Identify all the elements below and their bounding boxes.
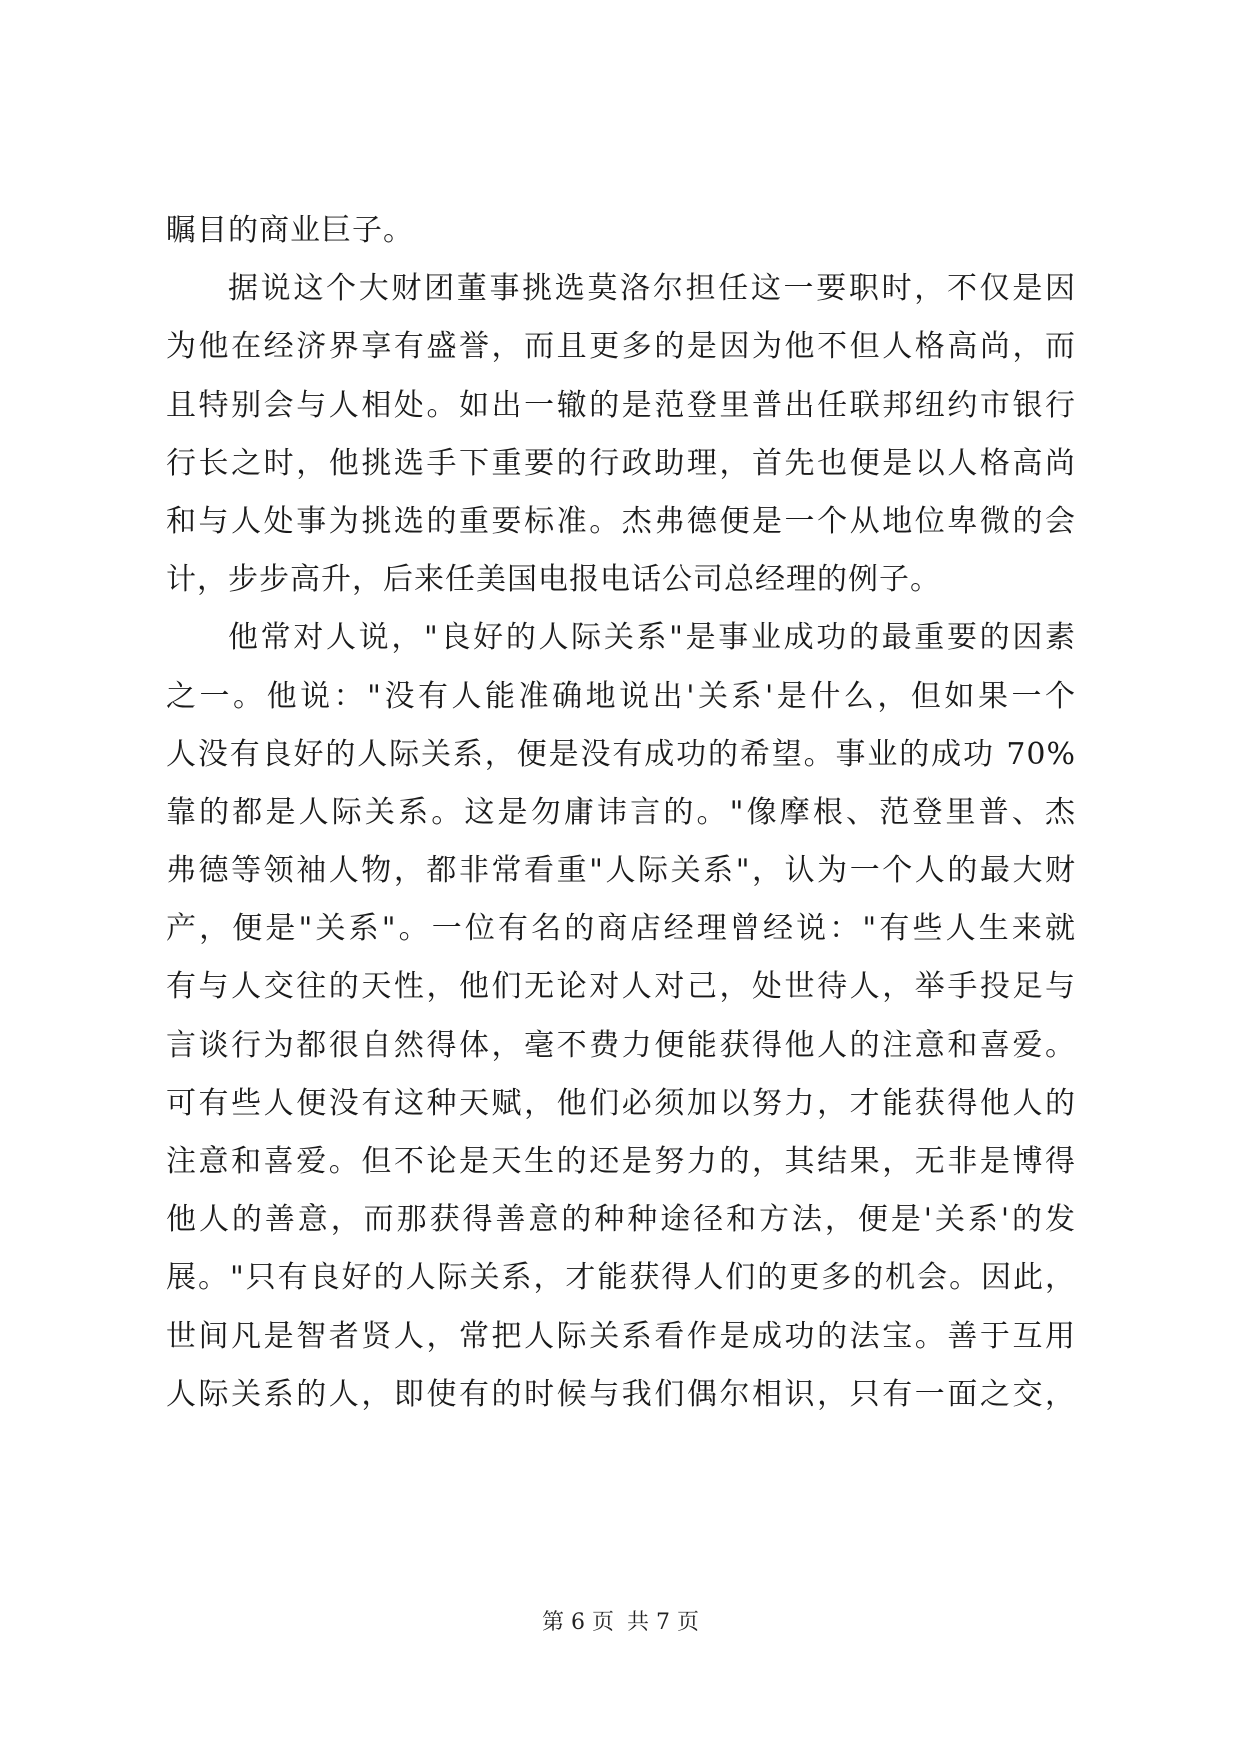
page-total: 共 7 页 bbox=[627, 1610, 699, 1635]
text-line: 可有些人便没有这种天赋，他们必须加以努力，才能获得他人的 bbox=[166, 1085, 1076, 1121]
text-line: 人际关系的人，即使有的时候与我们偶尔相识，只有一面之交， bbox=[166, 1376, 1076, 1412]
text-line: 为他在经济界享有盛誉，而且更多的是因为他不但人格高尚，而 bbox=[166, 329, 1076, 365]
text-line: 和与人处事为挑选的重要标准。杰弗德便是一个从地位卑微的会 bbox=[166, 503, 1076, 539]
document-body bbox=[166, 202, 1076, 1424]
text-line: 弗德等领袖人物，都非常看重"人际关系"，认为一个人的最大财 bbox=[166, 853, 1076, 889]
text-line: 他常对人说，"良好的人际关系"是事业成功的最重要的因素 bbox=[228, 620, 1076, 656]
text-line: 据说这个大财团董事挑选莫洛尔担任这一要职时，不仅是因 bbox=[228, 271, 1076, 307]
text-line: 且特别会与人相处。如出一辙的是范登里普出任联邦纽约市银行 bbox=[166, 387, 1076, 423]
text-line: 行长之时，他挑选手下重要的行政助理，首先也便是以人格高尚 bbox=[166, 445, 1076, 481]
text-line: 瞩目的商业巨子。 bbox=[166, 213, 414, 248]
text-line: 注意和喜爱。但不论是天生的还是努力的，其结果，无非是博得 bbox=[166, 1144, 1076, 1179]
text-line: 言谈行为都很自然得体，毫不费力便能获得他人的注意和喜爱。 bbox=[166, 1027, 1076, 1063]
text-line: 计，步步高升，后来任美国电报电话公司总经理的例子。 bbox=[166, 562, 941, 598]
page-number: 第 6 页 bbox=[542, 1610, 614, 1635]
text-line: 靠的都是人际关系。这是勿庸讳言的。"像摩根、范登里普、杰 bbox=[166, 794, 1076, 830]
text-line: 产，便是"关系"。一位有名的商店经理曾经说："有些人生来就 bbox=[166, 911, 1076, 947]
page-footer bbox=[0, 1605, 1241, 1636]
text-line: 他人的善意，而那获得善意的种种途径和方法，便是'关系'的发 bbox=[166, 1202, 1076, 1238]
text-line: 人没有良好的人际关系，便是没有成功的希望。事业的成功 70% bbox=[166, 736, 1076, 772]
text-line: 展。"只有良好的人际关系，才能获得人们的更多的机会。因此， bbox=[166, 1260, 1076, 1296]
text-line: 有与人交往的天性，他们无论对人对己，处世待人，举手投足与 bbox=[166, 969, 1076, 1005]
text-line: 世间凡是智者贤人，常把人际关系看作是成功的法宝。善于互用 bbox=[166, 1318, 1076, 1354]
text-line: 之一。他说："没有人能准确地说出'关系'是什么，但如果一个 bbox=[166, 678, 1076, 714]
